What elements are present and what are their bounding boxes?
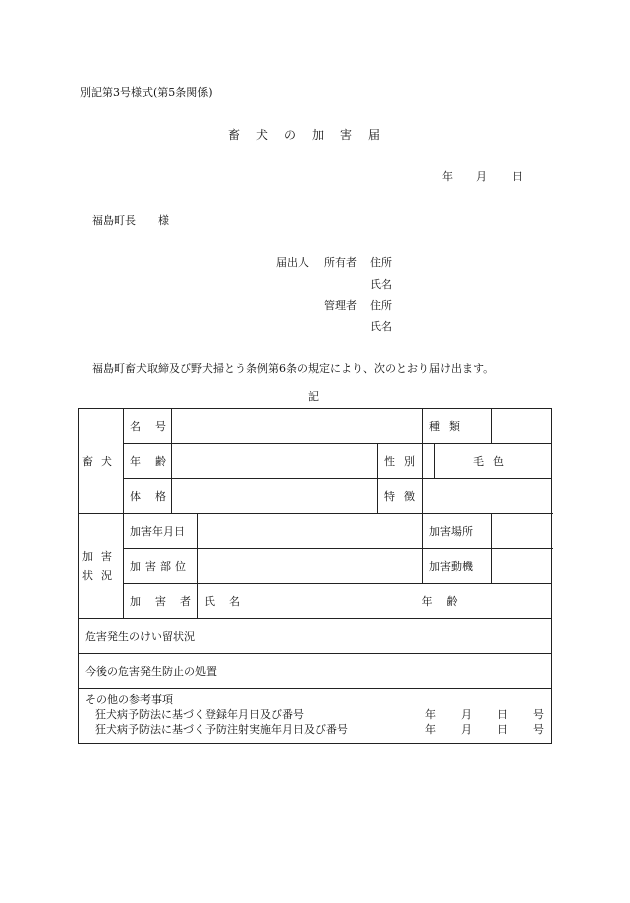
danger-row — [79, 619, 552, 654]
dog-features-field[interactable] — [423, 479, 552, 514]
notes-line1-day: 日 — [497, 708, 508, 721]
form-number: 別記第3号様式(第5条関係) — [80, 86, 213, 99]
manager-address-label: 住所 — [370, 299, 392, 312]
harm-part-label: 加害部位 — [124, 549, 198, 584]
harm-place-field[interactable] — [492, 514, 552, 549]
harm-victim-field[interactable] — [198, 584, 552, 619]
prevention-label: 今後の危害発生防止の処置 — [79, 654, 552, 689]
notes-cell — [79, 689, 552, 744]
owner-label: 所有者 — [324, 256, 357, 269]
date-day: 日 — [512, 170, 523, 183]
notes-line1-number: 号 — [533, 708, 544, 721]
harm-motive-field[interactable] — [492, 549, 552, 584]
date-year: 年 — [442, 170, 453, 183]
danger-label: 危害発生のけい留状況 — [79, 619, 552, 654]
dog-row-age — [79, 444, 552, 479]
dog-build-label: 体格 — [124, 479, 172, 514]
notification-table — [78, 408, 552, 744]
harm-row-victim — [79, 584, 552, 619]
dog-row-build — [79, 479, 552, 514]
victim-age-label: 年齢 — [421, 595, 472, 608]
dog-age-label: 年齢 — [124, 444, 172, 479]
manager-name-label: 氏名 — [370, 320, 392, 333]
notes-line2-day: 日 — [497, 723, 508, 736]
owner-address-label: 住所 — [370, 256, 392, 269]
dog-sex-label: 性別 — [378, 444, 423, 479]
harm-place-label: 加害場所 — [423, 514, 492, 549]
harm-row-part — [79, 549, 552, 584]
notes-line2-number: 号 — [533, 723, 544, 736]
harm-row-date — [79, 514, 552, 549]
notes-line2-month: 月 — [461, 723, 472, 736]
dog-features-label: 特徴 — [378, 479, 423, 514]
harm-section-label — [79, 514, 124, 619]
date-month: 月 — [476, 170, 487, 183]
dog-coat-label: 毛色 — [435, 444, 552, 479]
harm-part-field[interactable] — [198, 549, 423, 584]
page-title: 畜犬の加害届 — [228, 128, 397, 142]
dog-breed-label: 種類 — [423, 409, 492, 444]
dog-age-field[interactable] — [172, 444, 378, 479]
harm-date-field[interactable] — [198, 514, 423, 549]
notes-row — [79, 689, 552, 744]
prevention-row — [79, 654, 552, 689]
manager-label: 管理者 — [324, 299, 357, 312]
harm-victim-label: 加害者 — [124, 584, 198, 619]
harm-section-line1: 加害 — [82, 550, 120, 563]
harm-motive-label: 加害動機 — [423, 549, 492, 584]
dog-breed-field[interactable] — [492, 409, 552, 444]
dog-name-field[interactable] — [172, 409, 423, 444]
ki-heading: 記 — [308, 390, 319, 403]
dog-row-name — [79, 409, 552, 444]
notes-line1-year: 年 — [425, 708, 436, 721]
body-text: 福島町畜犬取締及び野犬掃とう条例第6条の規定により、次のとおり届け出ます。 — [92, 362, 495, 375]
notes-title: その他の参考事項 — [85, 693, 173, 706]
applicant-label: 届出人 — [276, 256, 309, 269]
victim-name-label: 氏名 — [204, 595, 254, 608]
dog-sex-field[interactable] — [423, 444, 435, 479]
notes-line-vaccination — [85, 722, 545, 737]
owner-name-label: 氏名 — [370, 278, 392, 291]
dog-section-label: 畜犬 — [79, 409, 124, 514]
dog-build-field[interactable] — [172, 479, 378, 514]
notes-line2-text: 狂犬病予防法に基づく予防注射実施年月日及び番号 — [95, 723, 348, 736]
notes-line1-text: 狂犬病予防法に基づく登録年月日及び番号 — [95, 708, 304, 721]
harm-section-line2: 状況 — [82, 569, 120, 582]
notes-line2-year: 年 — [425, 723, 436, 736]
addressee: 福島町長 様 — [92, 214, 169, 227]
notes-line-registration — [85, 707, 545, 722]
harm-date-label: 加害年月日 — [124, 514, 198, 549]
dog-name-label: 名号 — [124, 409, 172, 444]
notes-line1-month: 月 — [461, 708, 472, 721]
